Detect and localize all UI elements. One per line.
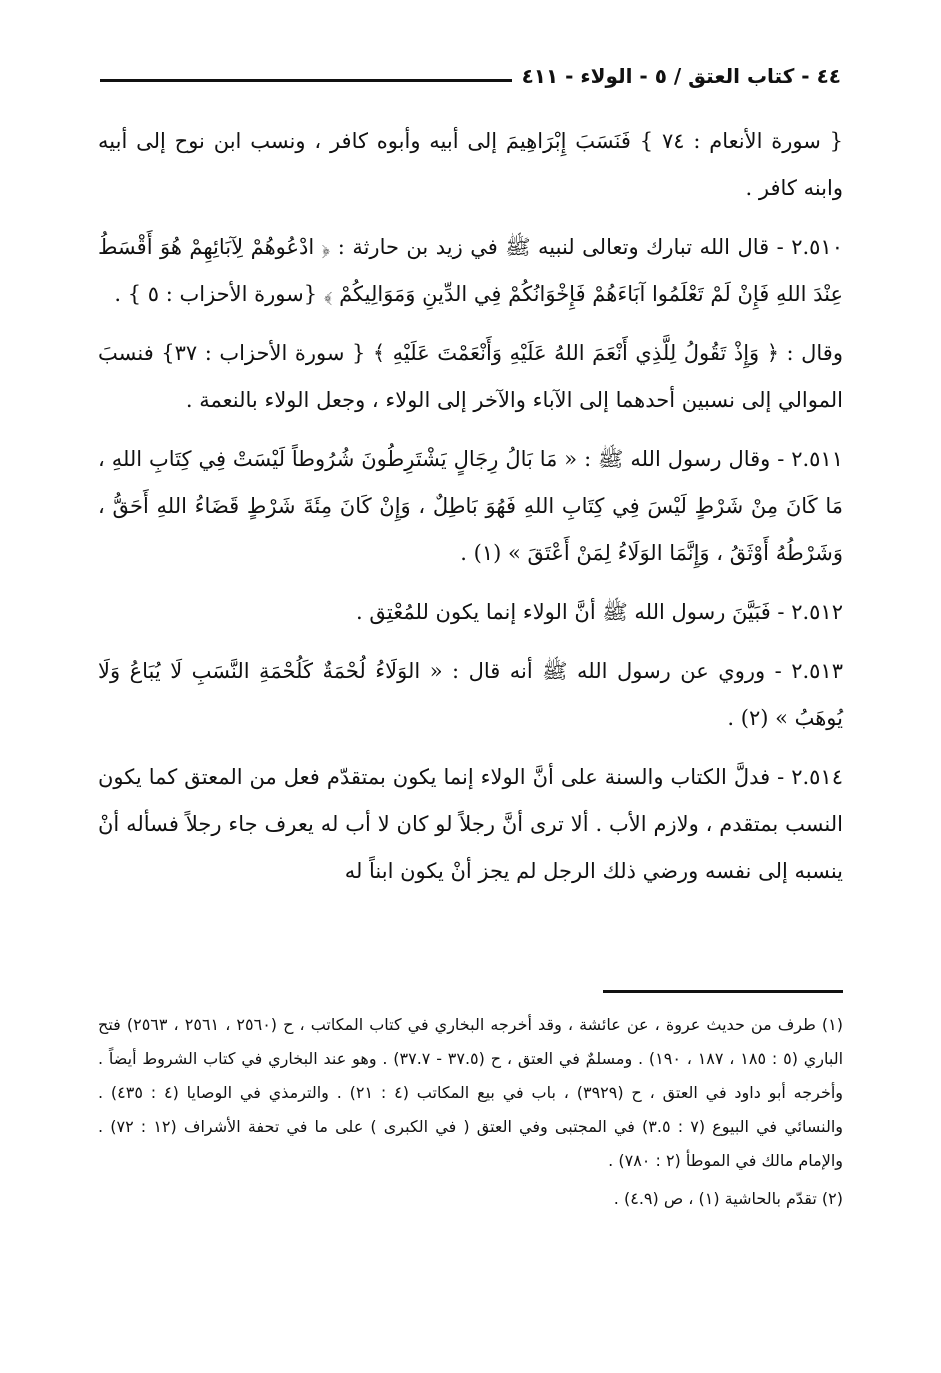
footnotes: [98, 1008, 843, 1220]
footnote-2: (٢) تقدّم بالحاشية (١) ، ص (٤.٩) .: [613, 1189, 843, 1208]
paragraph-2514: ٢.٥١٤ - فدلَّ الكتاب والسنة على أنَّ الولاء إنما يكون بمتقدّم فعل من المعتق كما يكون النسب بمتقدم ، ولازم الأب . ألا ترى أنَّ رجلاً لو كان لا أب له يعرف جاء رجلاً فسأله أنْ ينسبه إلى نفسه ورضي ذلك الرجل لم يجز أنْ يكون ابناً له: [98, 765, 843, 883]
header-rule: [100, 79, 512, 82]
paragraph-2510: ٢.٥١٠ - قال الله تبارك وتعالى لنبيه ﷺ في زيد بن حارثة : ﴿ ادْعُوهُمْ لِآبَائِهِمْ هُوَ أَقْسَطُ عِنْدَ اللهِ فَإِنْ لَمْ تَعْلَمُوا آبَاءَهُمْ فَإِخْوَانُكُمْ فِي الدِّينِ وَمَوَالِيكُمْ ﴾ {سورة الأحزاب : ٥ } .: [98, 235, 843, 306]
paragraph-2511: ٢.٥١١ - وقال رسول الله ﷺ : « مَا بَالُ رِجَالٍ يَشْتَرِطُونَ شُرُوطاً لَيْسَتْ فِي كِتَابِ اللهِ ، مَا كَانَ مِنْ شَرْطٍ لَيْسَ فِي كِتَابِ اللهِ فَهُوَ بَاطِلٌ ، وَإِنْ كَانَ مِئَةَ شَرْطٍ قَضَاءُ اللهِ أَحَقُّ ، وَشَرْطُهُ أَوْثَقُ ، وَإِنَّمَا الوَلَاءُ لِمَنْ أَعْتَقَ » (١) .: [98, 447, 843, 565]
running-header: [100, 58, 841, 94]
paragraph-wa-qal: وقال : ﴿ وَإِذْ تَقُولُ لِلَّذِي أَنْعَمَ اللهُ عَلَيْهِ وَأَنْعَمْتَ عَلَيْهِ ﴾ { سورة الأحزاب : ٣٧} فنسبَ الموالي إلى نسبين أحدهما إلى الآباء والآخر إلى الولاء ، وجعل الولاء بالنعمة .: [98, 341, 843, 412]
paragraph-2513: ٢.٥١٣ - وروي عن رسول الله ﷺ أنه قال : « الوَلَاءُ لُحْمَةٌ كَلُحْمَةِ النَّسَبِ لَا يُبَاعُ وَلَا يُوهَبُ » (٢) .: [98, 659, 843, 730]
paragraph-2512: ٢.٥١٢ - فَبَيَّنَ رسول الله ﷺ أنَّ الولاء إنما يكون للمُعْتِق .: [356, 600, 843, 624]
footnote-separator: [603, 990, 843, 993]
running-header-title: ٤٤ - كتاب العتق / ٥ - الولاء - ٤١١: [521, 64, 841, 88]
footnote-1: (١) طرف من حديث عروة ، عن عائشة ، وقد أخرجه البخاري في كتاب المكاتب ، ح (٢٥٦٠ ، ٢٥٦١ ، ٢٥٦٣) فتح الباري (٥ : ١٨٥ ، ١٨٧ ، ١٩٠) . ومسلمٌ في العتق ، ح (٣٧.٥ - ٣٧.٧) . وهو عند البخاري في كتاب الشروط أيضاً . وأخرجه أبو داود في العتق ، ح (٣٩٢٩) ، باب في بيع المكاتب (٤ : ٢١) . والترمذي في الوصايا (٤ : ٤٣٥) . والنسائي في البيوع (٧ : ٣.٥) في المجتبى وفي العتق ( في الكبرى ) على ما في تحفة الأشراف (١٢ : ٧٢) . والإمام مالك في الموطأ (٢ : ٧٨٠) .: [98, 1015, 844, 1170]
paragraph-surah-anam: { سورة الأنعام : ٧٤ } فَنَسَبَ إِبْرَاهِيمَ إلى أبيه وأبوه كافر ، ونسب ابن نوح إلى أبيه وابنه كافر .: [98, 129, 843, 200]
main-text: [98, 118, 843, 907]
